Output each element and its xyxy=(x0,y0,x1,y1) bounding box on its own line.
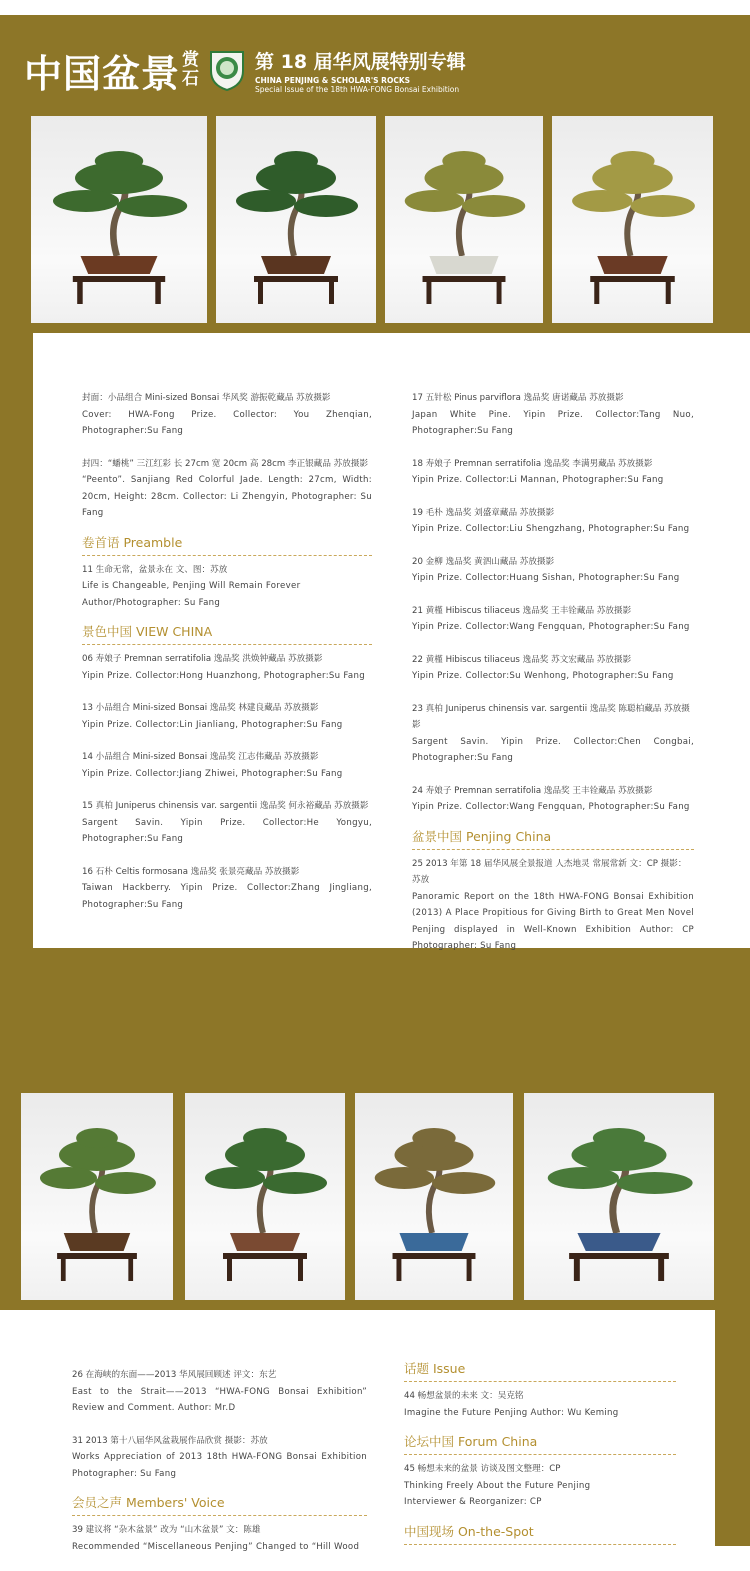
toc-entry-line: 23 真柏 Juniperus chinensis var. sargentii 逸品奖 陈聪柏藏品 苏放摄影 xyxy=(412,703,690,730)
bonsai-tree-icon xyxy=(385,116,543,323)
toc-entry[interactable] xyxy=(72,1433,367,1483)
toc-entry-line: 45 畅想未来的盆景 访谈及图文整理：CP xyxy=(404,1464,561,1474)
toc-entry-line: 20 金柳 逸品奖 黄泗山藏品 苏放摄影 xyxy=(412,556,555,567)
bonsai-tree-icon xyxy=(31,116,207,323)
toc-entry[interactable] xyxy=(412,390,694,440)
toc-entry-line: Taiwan Hackberry. Yipin Prize. Collector:Zhang Jingliang, Photographer:Su Fang xyxy=(82,883,372,910)
bonsai-photo xyxy=(185,1093,345,1300)
toc-entry[interactable] xyxy=(412,701,694,767)
contents-right-column xyxy=(412,390,694,971)
toc-entry[interactable] xyxy=(82,700,372,733)
toc-entry-line: Author/Photographer: Su Fang xyxy=(82,597,221,608)
toc-entry[interactable] xyxy=(72,1367,367,1417)
toc-entry-line: Yipin Prize. Collector:Wang Fengquan, Photographer:Su Fang xyxy=(412,622,690,632)
toc-entry[interactable] xyxy=(412,652,694,685)
toc-entry-line: Sargent Savin. Yipin Prize. Collector:Chen Congbai, Photographer:Su Fang xyxy=(412,736,694,763)
toc-entry-line: 18 寿娘子 Premnan serratifolia 逸品奖 李满男藏品 苏放摄影 xyxy=(412,458,653,469)
toc-entry-line: Yipin Prize. Collector:Su Wenhong, Photographer:Su Fang xyxy=(412,671,674,681)
toc-entry[interactable] xyxy=(82,749,372,782)
toc-entry-line: Yipin Prize. Collector:Jiang Zhiwei, Photographer:Su Fang xyxy=(82,768,343,779)
toc-entry-line: 26 在海峡的东面——2013 华风展回顾述 评文：东艺 xyxy=(72,1370,277,1380)
toc-entry[interactable] xyxy=(412,856,694,955)
toc-entry[interactable] xyxy=(82,390,372,440)
magazine-header xyxy=(24,40,466,100)
toc-entry-line: Yipin Prize. Collector:Lin Jianliang, Photographer:Su Fang xyxy=(82,719,343,730)
toc-entry-line: 44 畅想盆景的未来 文：吴克铭 xyxy=(404,1391,524,1401)
bonsai-photo xyxy=(355,1093,513,1300)
toc-entry-line: Interviewer & Reorganizer: CP xyxy=(404,1497,542,1507)
toc-entry-line: 13 小品组合 Mini-sized Bonsai 逸品奖 林建良藏品 苏放摄影 xyxy=(82,703,319,713)
section-heading: 景色中国 VIEW CHINA xyxy=(82,623,372,645)
toc-entry-line: 21 黄槿 Hibiscus tiliaceus 逸品奖 王丰铨藏品 苏放摄影 xyxy=(412,605,632,616)
toc-entry-line: Works Appreciation of 2013 18th HWA-FONG Bonsai Exhibition Photographer: Su Fang xyxy=(72,1452,367,1479)
toc-entry[interactable] xyxy=(412,554,694,587)
bonsai-photo xyxy=(552,116,713,323)
toc-entry-line: Imagine the Future Penjing Author: Wu Keming xyxy=(404,1407,619,1418)
bonsai-photo xyxy=(31,116,207,323)
toc-entry-line: 14 小品组合 Mini-sized Bonsai 逸品奖 江志伟藏品 苏放摄影 xyxy=(82,752,319,762)
toc-entry-line: 封四：“蟠桃” 三江红彩 长 27cm 宽 20cm 高 28cm 李正银藏品 苏放摄影 xyxy=(82,458,369,469)
shield-emblem-icon xyxy=(209,49,245,91)
toc-entry-line: Panoramic Report on the 18th HWA-FONG Bonsai Exhibition (2013) A Place Propitious for Giving Birth to Great Men Novel Penjing displayed in Well-Known Exhibition Author: CP Photographer: Su Fang xyxy=(412,891,694,951)
bonsai-tree-icon xyxy=(524,1093,714,1300)
toc-entry[interactable] xyxy=(82,798,372,848)
toc-entry[interactable] xyxy=(412,783,694,816)
section-heading: 中国现场 On-the-Spot xyxy=(404,1523,676,1545)
toc-entry[interactable] xyxy=(412,456,694,489)
toc-entry-line: 封面：小品组合 Mini-sized Bonsai 华风奖 游振乾藏品 苏放摄影 xyxy=(82,393,331,403)
logo-main: 中国盆景 xyxy=(24,51,181,96)
toc-entry-line: Yipin Prize. Collector:Liu Shengzhang, Photographer:Su Fang xyxy=(412,524,690,534)
toc-entry[interactable] xyxy=(82,456,372,522)
toc-entry[interactable] xyxy=(82,651,372,684)
toc-entry-line: Sargent Savin. Yipin Prize. Collector:He Yongyu, Photographer:Su Fang xyxy=(82,817,372,844)
toc-entry-line: 19 毛朴 逸品奖 刘盛章藏品 苏放摄影 xyxy=(412,507,555,518)
toc-entry-line: East to the Strait——2013 “HWA-FONG Bonsai Exhibition” Review and Comment. Author: Mr.D xyxy=(72,1386,367,1413)
bonsai-photo xyxy=(216,116,376,323)
toc-entry-line: 24 寿娘子 Premnan serratifolia 逸品奖 王丰铨藏品 苏放摄影 xyxy=(412,785,653,796)
toc-entry-line: Thinking Freely About the Future Penjing xyxy=(404,1480,591,1491)
section-heading: 论坛中国 Forum China xyxy=(404,1433,676,1455)
toc-entry-line: Japan White Pine. Yipin Prize. Collector:Tang Nuo, Photographer:Su Fang xyxy=(412,409,694,436)
toc-entry-line: 25 2013 年第 18 届华风展全景报道 人杰地灵 常展常新 文：CP 摄影：苏放 xyxy=(412,858,687,885)
section-heading: 话题 Issue xyxy=(404,1360,676,1382)
bonsai-tree-icon xyxy=(185,1093,345,1300)
contents-bottom-right xyxy=(404,1361,676,1551)
section-heading: 盆景中国 Penjing China xyxy=(412,828,694,850)
contents-left-column xyxy=(82,390,372,929)
olive-strip xyxy=(715,1310,750,1546)
toc-entry-line: 31 2013 第十八届华风盆栽展作品欣赏 摄影：苏放 xyxy=(72,1435,268,1446)
section-heading: 卷首语 Preamble xyxy=(82,534,372,556)
toc-entry-line: Yipin Prize. Collector:Wang Fengquan, Photographer:Su Fang xyxy=(412,802,690,812)
toc-entry[interactable] xyxy=(412,505,694,538)
toc-entry[interactable] xyxy=(404,1388,676,1421)
bonsai-photo xyxy=(385,116,543,323)
subtitle-en: CHINA PENJING & SCHOLAR'S ROCKS xyxy=(255,75,411,85)
bonsai-photo xyxy=(21,1093,173,1300)
toc-entry[interactable] xyxy=(72,1522,367,1555)
toc-entry-line: 39 建议将 “杂木盆景” 改为 “山木盆景” 文：陈雄 xyxy=(72,1525,261,1535)
toc-entry-line: 15 真柏 Juniperus chinensis var. sargentii 逸品奖 何永裕藏品 苏放摄影 xyxy=(82,801,369,811)
toc-entry-line: 11 生命无常，盆景永在 文、图：苏放 xyxy=(82,564,228,575)
toc-entry-line: Recommended “Miscellaneous Penjing” Changed to “Hill Wood xyxy=(72,1541,360,1552)
toc-entry-line: “Peento”. Sanjiang Red Colorful Jade. Length: 27cm, Width: 20cm, Height: 28cm. Collector: Li Zhengyin, Photographer: Su Fang xyxy=(82,475,372,518)
toc-entry-line: Yipin Prize. Collector:Huang Sishan, Photographer:Su Fang xyxy=(412,573,680,583)
toc-entry-line: 22 黄槿 Hibiscus tiliaceus 逸品奖 苏文宏藏品 苏放摄影 xyxy=(412,654,632,665)
bonsai-tree-icon xyxy=(552,116,713,323)
toc-entry[interactable] xyxy=(82,864,372,914)
bonsai-tree-icon xyxy=(216,116,376,323)
toc-entry-line: Cover: HWA-Fong Prize. Collector: You Zhenqian, Photographer:Su Fang xyxy=(82,409,372,436)
toc-entry-line: Yipin Prize. Collector:Li Mannan, Photographer:Su Fang xyxy=(412,475,664,485)
toc-entry-line: 17 五针松 Pinus parviflora 逸品奖 唐诺藏品 苏放摄影 xyxy=(412,393,624,403)
toc-entry-line: Life is Changeable, Penjing Will Remain Forever xyxy=(82,581,301,591)
toc-entry-line: Yipin Prize. Collector:Hong Huanzhong, Photographer:Su Fang xyxy=(82,670,365,681)
special-issue-title: 第 18 届华风展特别专辑 xyxy=(255,50,466,73)
bonsai-photo xyxy=(524,1093,714,1300)
toc-entry[interactable] xyxy=(404,1461,676,1511)
toc-entry-line: 06 寿娘子 Premnan serratifolia 逸品奖 洪焕钟藏品 苏放摄影 xyxy=(82,654,323,664)
logo-side: 赏 石 xyxy=(182,50,200,89)
contents-bottom-left xyxy=(72,1367,367,1571)
toc-entry-line: 16 石朴 Celtis formosana 逸品奖 张景亮藏品 苏放摄影 xyxy=(82,866,300,877)
subtitle-special: Special Issue of the 18th HWA-FONG Bonsai Exhibition xyxy=(255,84,460,94)
section-heading: 会员之声 Members' Voice xyxy=(72,1494,367,1516)
bonsai-tree-icon xyxy=(355,1093,513,1300)
bonsai-tree-icon xyxy=(21,1093,173,1300)
toc-entry[interactable] xyxy=(412,603,694,636)
toc-entry[interactable] xyxy=(82,562,372,612)
